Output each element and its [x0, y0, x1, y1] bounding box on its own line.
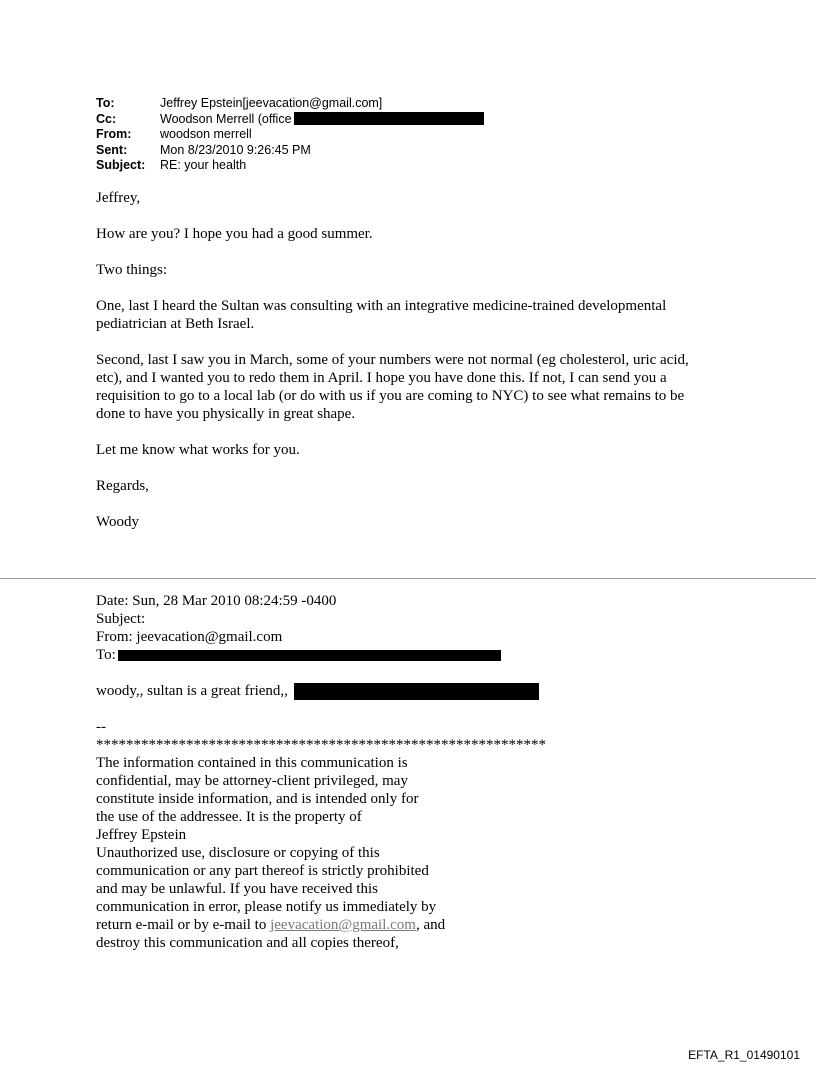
- quoted-from: From: jeevacation@gmail.com: [96, 629, 283, 645]
- quoted-body-row: [96, 682, 716, 700]
- disclaimer-line: The information contained in this communication is: [96, 755, 408, 772]
- paragraph-3: One, last I heard the Sultan was consulting with an integrative medicine-trained developmental pediatrician at Beth Israel.: [96, 298, 667, 332]
- cc-value: Woodson Merrell (office: [160, 111, 292, 126]
- greeting: Jeffrey,: [96, 190, 141, 206]
- quoted-message: [96, 592, 716, 952]
- return-email-line: [96, 916, 716, 934]
- sent-value: Mon 8/23/2010 9:26:45 PM: [160, 142, 311, 157]
- disclaimer-line: communication in error, please notify us immediately by: [96, 899, 437, 916]
- redaction-box: [294, 112, 484, 125]
- quoted-subject: Subject:: [96, 611, 146, 627]
- document-id: EFTA_R1_01490101: [688, 1048, 800, 1062]
- redaction-box: [118, 650, 501, 661]
- quoted-date: Date: Sun, 28 Mar 2010 08:24:59 -0400: [96, 593, 337, 609]
- subject-row: [96, 158, 484, 174]
- divider: [0, 578, 816, 579]
- message-body: [96, 189, 716, 549]
- to-label: To:: [96, 96, 115, 110]
- paragraph-2: Two things:: [96, 262, 168, 278]
- redaction-box: [294, 683, 539, 700]
- disclaimer-line: Jeffrey Epstein: [96, 827, 187, 844]
- stars-separator: ************************************************************: [96, 737, 546, 754]
- to-value: Jeffrey Epstein[jeevacation@gmail.com]: [160, 96, 383, 110]
- disclaimer: [96, 754, 716, 916]
- disclaimer-line: communication or any part thereof is strictly prohibited: [96, 863, 429, 880]
- signature-dashes: --: [96, 719, 106, 736]
- paragraph-4: Second, last I saw you in March, some of your numbers were not normal (eg cholesterol, uric acid, etc), and I wanted you to redo them in April. I hope you have done this. If not, I can send you a requisition to go to a local lab (or do with us if you are coming to NYC) to see what remains to be done to have you physically in great shape.: [96, 352, 689, 422]
- sent-row: [96, 143, 484, 159]
- disclaimer-line: the use of the addressee. It is the property of: [96, 809, 362, 826]
- email-link[interactable]: jeevacation@gmail.com: [270, 917, 416, 934]
- disclaimer-line: Unauthorized use, disclosure or copying of this: [96, 845, 380, 862]
- disclaimer-line: and may be unlawful. If you have received this: [96, 881, 378, 898]
- cc-label: Cc:: [96, 111, 117, 126]
- paragraph-5: Let me know what works for you.: [96, 442, 300, 458]
- return-suffix: , and: [415, 917, 446, 934]
- quoted-to-label: To:: [96, 647, 116, 663]
- paragraph-1: How are you? I hope you had a good summer.: [96, 226, 373, 242]
- quoted-body: woody,, sultan is a great friend,,: [96, 683, 288, 699]
- last-line: destroy this communication and all copies thereof,: [96, 935, 399, 952]
- from-value: woodson merrell: [160, 127, 252, 141]
- closing: Regards,: [96, 478, 149, 494]
- disclaimer-line: confidential, may be attorney-client privileged, may: [96, 773, 408, 790]
- from-row: [96, 127, 484, 143]
- disclaimer-line: constitute inside information, and is intended only for: [96, 791, 419, 808]
- subject-value: RE: your health: [160, 158, 247, 172]
- return-prefix: return e-mail or by e-mail to: [96, 917, 271, 934]
- email-header: [96, 96, 484, 174]
- signature: Woody: [96, 514, 139, 530]
- cc-row: [96, 112, 484, 128]
- to-row: [96, 96, 484, 112]
- sent-label: Sent:: [96, 142, 128, 157]
- subject-label: Subject:: [96, 158, 146, 172]
- quoted-to-row: [96, 646, 716, 664]
- from-label: From:: [96, 127, 132, 141]
